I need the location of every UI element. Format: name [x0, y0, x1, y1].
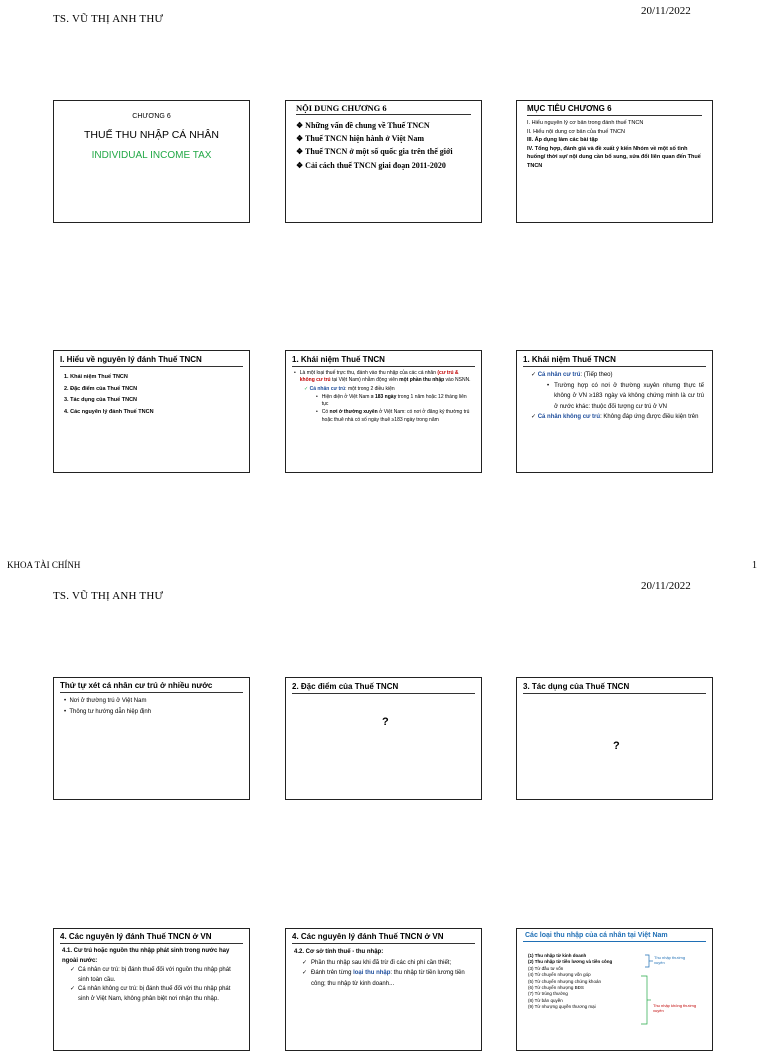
contents-item: ❖ Thuế TNCN hiện hành ở Việt Nam — [296, 134, 424, 144]
bullet-icon: • — [64, 698, 67, 704]
check-icon: ✓ — [302, 970, 308, 976]
placeholder-question-mark: ? — [382, 716, 389, 728]
concept-body — [286, 367, 481, 424]
text-run: : Không đáp ứng được điều kiện trên — [600, 414, 699, 420]
slide-title: I. Hiểu về nguyên lý đánh Thuế TNCN — [60, 355, 202, 364]
resident-label: Cá nhân cư trú — [537, 372, 581, 378]
contents-item: ❖ Cải cách thuế TNCN giai đoạn 2011-2020 — [296, 160, 446, 170]
text-run: Hiện diện ở Việt Nam — [321, 393, 371, 400]
page1-author: TS. VŨ THỊ ANH THƯ — [53, 13, 164, 25]
slide-chapter-objectives — [516, 100, 713, 223]
objective-item: I. Hiểu nguyên lý cơ bản trong đánh thuế TNCN — [527, 120, 644, 126]
text-bold: ≥ 183 ngày — [370, 393, 397, 400]
residence-item — [64, 707, 241, 718]
income-type-item: (7) Từ trúng thưởng — [528, 991, 568, 997]
nonresident-line — [525, 412, 704, 423]
section-heading: 4.2. Cơ sở tính thuế - thu nhập: — [294, 949, 384, 955]
slide-characteristics — [285, 677, 482, 800]
bullet-icon: • — [294, 370, 296, 376]
irregular-income-label: Thu nhập không thường xuyên — [653, 1003, 697, 1013]
text-run: Nơi ở thường trú ở Việt Nam — [69, 698, 147, 704]
income-type-item: (2) Thu nhập từ tiền lương và tiền công — [528, 959, 613, 965]
nonresident-label: Cá nhân không cư trú — [537, 414, 601, 420]
check-icon: ✓ — [70, 967, 76, 974]
concept-body — [517, 367, 712, 423]
objective-item: II. Hiểu nội dung cơ bản của thuế TNCN — [527, 128, 625, 135]
page1-footer-left: KHOA TÀI CHÍNH — [7, 560, 81, 570]
placeholder-question-mark: ? — [613, 740, 620, 752]
contents-list — [286, 115, 481, 172]
slide-effects — [516, 677, 713, 800]
page2-author: TS. VŨ THỊ ANH THƯ — [53, 590, 164, 602]
resident-label: Cá nhân cư trú — [309, 385, 346, 392]
resident-rule — [62, 966, 241, 985]
income-type-item: (3) Từ đầu tư vốn — [528, 965, 564, 971]
slide-title: 1. Khái niệm Thuế TNCN — [523, 355, 616, 364]
condition-item — [294, 409, 473, 424]
objective-item: III. Áp dụng làm các bài tập — [527, 137, 598, 144]
text-run: Thông tư hướng dẫn hiệp định — [69, 709, 152, 716]
resident-line — [525, 370, 704, 381]
bullet-icon: • — [547, 382, 550, 389]
text-run: Cá nhân không cư trú: bị đánh thuế đối với thu nhập phát sinh ở Việt Nam, không phân biệt nơi nhận thu nhập. — [78, 986, 231, 1002]
text-bold: một phần thu nhập — [399, 377, 445, 384]
text-run: : (Tiếp theo) — [580, 372, 613, 378]
slide-title: Thứ tự xét cá nhân cư trú ở nhiều nước — [60, 681, 213, 690]
text-run: trong 1 năm hoặc 12 tháng liên tục — [321, 393, 467, 407]
principles-item: 2. Đặc điểm của Thuế TNCN — [64, 385, 138, 392]
slide-chapter-title — [53, 100, 250, 223]
check-icon: ✓ — [531, 372, 537, 378]
title-underline — [292, 693, 475, 694]
residence-item — [64, 696, 241, 707]
regular-income-label: Thu nhập thường xuyên — [654, 955, 686, 965]
slide-title: 1. Khái niệm Thuế TNCN — [292, 355, 385, 364]
tax-base-item — [294, 958, 473, 969]
slide-residence-order — [53, 677, 250, 800]
slide-chapter-contents — [285, 100, 482, 223]
check-icon: ✓ — [304, 385, 309, 392]
slide-title: 2. Đặc điểm của Thuế TNCN — [292, 682, 399, 691]
section-heading: 4.1. Cư trú hoặc nguồn thu nhập phát sinh trong nước hay ngoài nước: — [62, 948, 230, 964]
check-icon: ✓ — [302, 959, 308, 966]
tax-base-body — [286, 944, 481, 989]
income-type-item: (5) Từ chuyển nhượng chứng khoán — [528, 978, 601, 984]
text-bold: nơi ở thường xuyên — [329, 409, 378, 416]
resident-highlight: (cư trú & không cư trú — [299, 370, 459, 384]
regular-income-bracket — [645, 955, 649, 967]
chapter-title: THUẾ THU NHẬP CÁ NHÂN — [84, 129, 219, 141]
principles-item: 3. Tác dụng của Thuế TNCN — [64, 397, 138, 404]
slide-title: 4. Các nguyên lý đánh Thuế TNCN ở VN — [60, 932, 212, 941]
definition-paragraph — [294, 370, 473, 385]
objective-item: IV. Tổng hợp, đánh giá và đề xuất ý kiến Nhóm về một số tình huống/ thời sự/ nội dung cần bổ sung, sửa đổi liên quan đến Thuế TNCN — [527, 145, 701, 169]
check-icon: ✓ — [531, 414, 537, 420]
slide-concept-definition — [285, 350, 482, 473]
principles-item: 1. Khái niệm Thuế TNCN — [64, 374, 128, 380]
slide-title: MỤC TIÊU CHƯƠNG 6 — [527, 104, 612, 113]
slide-title: 3. Tác dụng của Thuế TNCN — [523, 682, 630, 691]
income-type-item: (9) Từ nhượng quyền thương mại — [528, 1004, 596, 1009]
text-run: vào NSNN. — [444, 377, 471, 384]
principles-item: 4. Các nguyên lý đánh Thuế TNCN — [64, 408, 154, 415]
page2-date: 20/11/2022 — [641, 580, 691, 592]
principles-list — [54, 367, 249, 418]
slide-income-types — [516, 928, 713, 1051]
chapter-number: CHƯƠNG 6 — [132, 113, 171, 120]
bullet-icon: • — [316, 393, 318, 400]
text-run: Trường hợp có nơi ở thường xuyên nhưng thực tế không ở VN ≥183 ngày và không chứng minh là cư trú ở nước khác: thuộc đối tượng cư trú ở VN — [554, 382, 704, 410]
slide-title: Các loại thu nhập của cá nhân tại Việt Nam — [525, 932, 668, 939]
check-icon: ✓ — [70, 986, 76, 993]
condition-item — [294, 394, 473, 409]
slide-principles-residence — [53, 928, 250, 1051]
income-type-item: (1) Thu nhập từ kinh doanh — [528, 953, 587, 958]
slide-title: 4. Các nguyên lý đánh Thuế TNCN ở VN — [292, 932, 444, 941]
principles-body — [54, 944, 249, 1005]
income-type-item: (8) Từ bản quyền — [528, 997, 563, 1003]
contents-item: ❖ Những vấn đề chung về Thuế TNCN — [296, 121, 430, 130]
text-run: Đánh trên từng — [311, 970, 354, 976]
chapter-subtitle: INDIVIDUAL INCOME TAX — [91, 150, 212, 161]
income-type-highlight: loại thu nhập — [353, 970, 391, 976]
page1-date: 20/11/2022 — [641, 5, 691, 17]
income-type-item: (6) Từ chuyển nhượng BĐS — [528, 984, 584, 990]
text-run: Là một loại thuế trực thu, đánh vào thu nhập của các cá nhân — [299, 370, 438, 376]
slide-title: NỘI DUNG CHƯƠNG 6 — [296, 103, 387, 113]
text-run: : một trong 2 điều kiện — [345, 385, 395, 392]
slide-concept-continued — [516, 350, 713, 473]
tax-base-item — [294, 968, 473, 989]
bullet-icon: • — [64, 709, 67, 716]
residence-list — [54, 693, 249, 719]
page1-page-number: 1 — [752, 560, 757, 571]
bullet-icon: • — [316, 409, 318, 416]
income-type-item: (4) Từ chuyển nhượng vốn góp — [528, 972, 591, 978]
contents-item: ❖ Thuế TNCN ở một số quốc gia trên thế giới — [296, 147, 453, 157]
income-grouping-brackets — [517, 929, 713, 1051]
resident-subitem — [294, 386, 473, 393]
slide-principles-overview — [53, 350, 250, 473]
text-run: Có — [321, 409, 330, 416]
title-underline — [523, 693, 706, 694]
text-run: tại Việt Nam) nhằm động viên — [330, 377, 400, 384]
nonresident-rule — [62, 985, 241, 1004]
text-run: Cá nhân cư trú: bị đánh thuế đối với nguồn thu nhập phát sinh toàn cầu. — [78, 967, 231, 983]
objectives-list — [517, 116, 712, 170]
resident-case — [525, 381, 704, 413]
text-run: ở Việt Nam: có nơi ở đăng ký thường trú hoặc thuê nhà có số ngày thuê ≥183 ngày trong năm — [321, 409, 470, 423]
text-run: : thu nhập từ tiền lương tiền công; thu nhập từ kinh doanh... — [311, 970, 465, 987]
slide-principles-tax-base — [285, 928, 482, 1051]
text-run: Phần thu nhập sau khi đã trừ đi các chi phí cần thiết; — [311, 959, 452, 966]
irregular-income-bracket — [641, 976, 647, 1024]
